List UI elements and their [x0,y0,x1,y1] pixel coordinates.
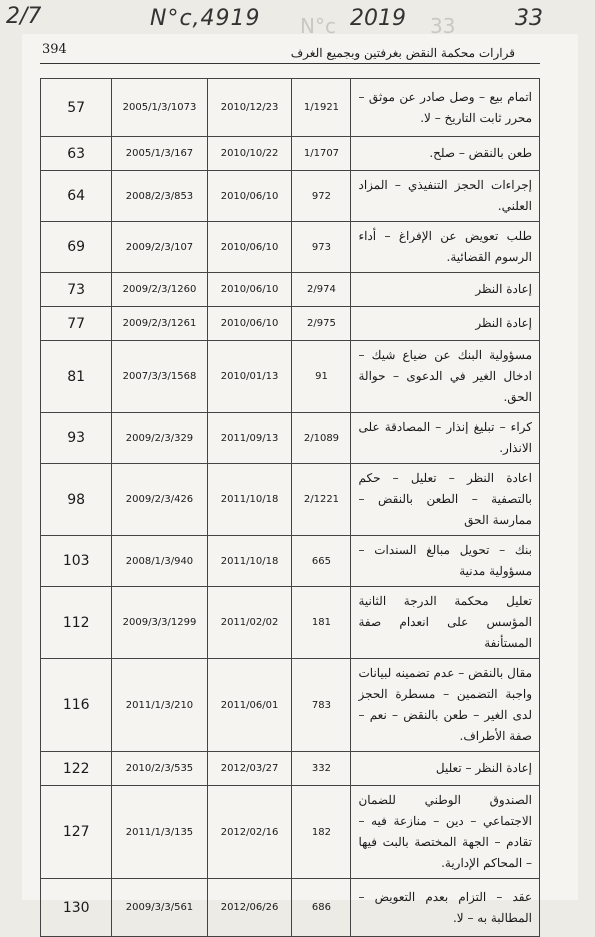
file-number-cell: 2008/1/3/940 [112,536,207,587]
handwritten-year: 2019 [350,6,406,31]
file-number-cell: 2009/3/3/1299 [112,587,207,659]
table-row [41,587,540,659]
decision-number-cell: 181 [292,587,351,659]
decision-date-cell: 2010/06/10 [207,273,292,307]
ghost-mark: N°c [300,14,336,38]
file-number-cell: 2005/1/3/167 [112,137,207,171]
decision-number-cell: 2/974 [292,273,351,307]
file-number-cell: 2005/1/3/1073 [112,79,207,137]
decision-date-cell: 2011/10/18 [207,536,292,587]
file-number-cell: 2009/2/3/329 [112,413,207,464]
decision-date-cell: 2010/12/23 [207,79,292,137]
subject-cell: عقد – التزام بعدم التعويض – المطالبة به – لا. [351,879,540,937]
table-row [41,171,540,222]
subject-cell: إعادة النظر [351,273,540,307]
ghost-mark: 33 [430,14,456,38]
decision-date-cell: 2012/06/26 [207,879,292,937]
page-ref-cell: 64 [41,171,112,222]
subject-cell: كراء – تبليغ إنذار – المصادقة على الانذار. [351,413,540,464]
page-ref-cell: 63 [41,137,112,171]
table-row [41,659,540,752]
table-row [41,137,540,171]
table-row [41,752,540,786]
decision-date-cell: 2010/01/13 [207,341,292,413]
decision-number-cell: 973 [292,222,351,273]
table-row [41,879,540,937]
file-number-cell: 2009/2/3/426 [112,464,207,536]
table-row [41,222,540,273]
decision-date-cell: 2010/06/10 [207,222,292,273]
page-ref-cell: 73 [41,273,112,307]
page-ref-cell: 122 [41,752,112,786]
page-ref-cell: 93 [41,413,112,464]
subject-cell: مسؤولية البنك عن ضياع شيك – ادخال الغير في الدعوى – حوالة الحق. [351,341,540,413]
file-number-cell: 2010/2/3/535 [112,752,207,786]
subject-cell: اعادة النظر – تعليل – حكم بالتصفية – الطعن بالنقض – ممارسة الحق [351,464,540,536]
table-row [41,413,540,464]
page-ref-cell: 112 [41,587,112,659]
decision-date-cell: 2011/06/01 [207,659,292,752]
decision-number-cell: 182 [292,786,351,879]
table-row [41,536,540,587]
decision-number-cell: 1/1921 [292,79,351,137]
decision-date-cell: 2012/03/27 [207,752,292,786]
page-ref-cell: 81 [41,341,112,413]
decision-number-cell: 665 [292,536,351,587]
decision-number-cell: 972 [292,171,351,222]
decision-date-cell: 2011/10/18 [207,464,292,536]
table-row [41,273,540,307]
subject-cell: طعن بالنقض – صلح. [351,137,540,171]
page-ref-cell: 127 [41,786,112,879]
file-number-cell: 2009/3/3/561 [112,879,207,937]
handwritten-annotation-left: 2/7 [6,4,42,29]
decision-date-cell: 2012/02/16 [207,786,292,879]
subject-cell: اتمام بيع – وصل صادر عن موثق – محرر ثابت التاريخ – لا. [351,79,540,137]
page-ref-cell: 69 [41,222,112,273]
subject-cell: بنك – تحويل مبالغ السندات – مسؤولية مدنية [351,536,540,587]
decision-date-cell: 2010/06/10 [207,171,292,222]
table-row [41,464,540,536]
decision-number-cell: 2/1221 [292,464,351,536]
subject-cell: إعادة النظر [351,307,540,341]
page-ref-cell: 57 [41,79,112,137]
decision-date-cell: 2011/09/13 [207,413,292,464]
file-number-cell: 2011/1/3/210 [112,659,207,752]
page-ref-cell: 103 [41,536,112,587]
page-number: 394 [42,42,67,57]
subject-cell: طلب تعويض عن الإفراغ – أداء الرسوم القضائية. [351,222,540,273]
decision-number-cell: 686 [292,879,351,937]
file-number-cell: 2009/2/3/1260 [112,273,207,307]
page-ref-cell: 116 [41,659,112,752]
decision-number-cell: 1/1707 [292,137,351,171]
decisions-table [40,78,540,937]
table-row [41,786,540,879]
page-ref-cell: 77 [41,307,112,341]
decision-number-cell: 332 [292,752,351,786]
page-ref-cell: 98 [41,464,112,536]
decision-date-cell: 2010/10/22 [207,137,292,171]
decision-date-cell: 2010/06/10 [207,307,292,341]
subject-cell: مقال بالنقض – عدم تضمينه لبيانات واجبة التضمين – مسطرة الحجز لدى الغير – طعن بالنقض – نعم – صفة الأطراف. [351,659,540,752]
subject-cell: إجراءات الحجز التنفيذي – المزاد العلني. [351,171,540,222]
subject-cell: الصندوق الوطني للضمان الاجتماعي – دين – منازعة فيه – تقادم – الجهة المختصة بالبت فيها – المحاكم الإدارية. [351,786,540,879]
decision-number-cell: 783 [292,659,351,752]
handwritten-case-number: N°c,4919 [150,6,261,31]
file-number-cell: 2011/1/3/135 [112,786,207,879]
table-row [41,79,540,137]
decision-date-cell: 2011/02/02 [207,587,292,659]
file-number-cell: 2007/3/3/1568 [112,341,207,413]
decision-number-cell: 91 [292,341,351,413]
header-rule [40,63,540,64]
decision-number-cell: 2/1089 [292,413,351,464]
subject-cell: إعادة النظر – تعليل [351,752,540,786]
page-ref-cell: 130 [41,879,112,937]
table-row [41,307,540,341]
subject-cell: تعليل محكمة الدرجة الثانية المؤسس على انعدام صفة المستأنفة [351,587,540,659]
handwritten-annotation-right: 33 [515,6,543,31]
file-number-cell: 2009/2/3/107 [112,222,207,273]
running-head: قرارات محكمة النقض بغرفتين وبجميع الغرف [290,46,515,60]
decision-number-cell: 2/975 [292,307,351,341]
file-number-cell: 2008/2/3/853 [112,171,207,222]
file-number-cell: 2009/2/3/1261 [112,307,207,341]
table-row [41,341,540,413]
